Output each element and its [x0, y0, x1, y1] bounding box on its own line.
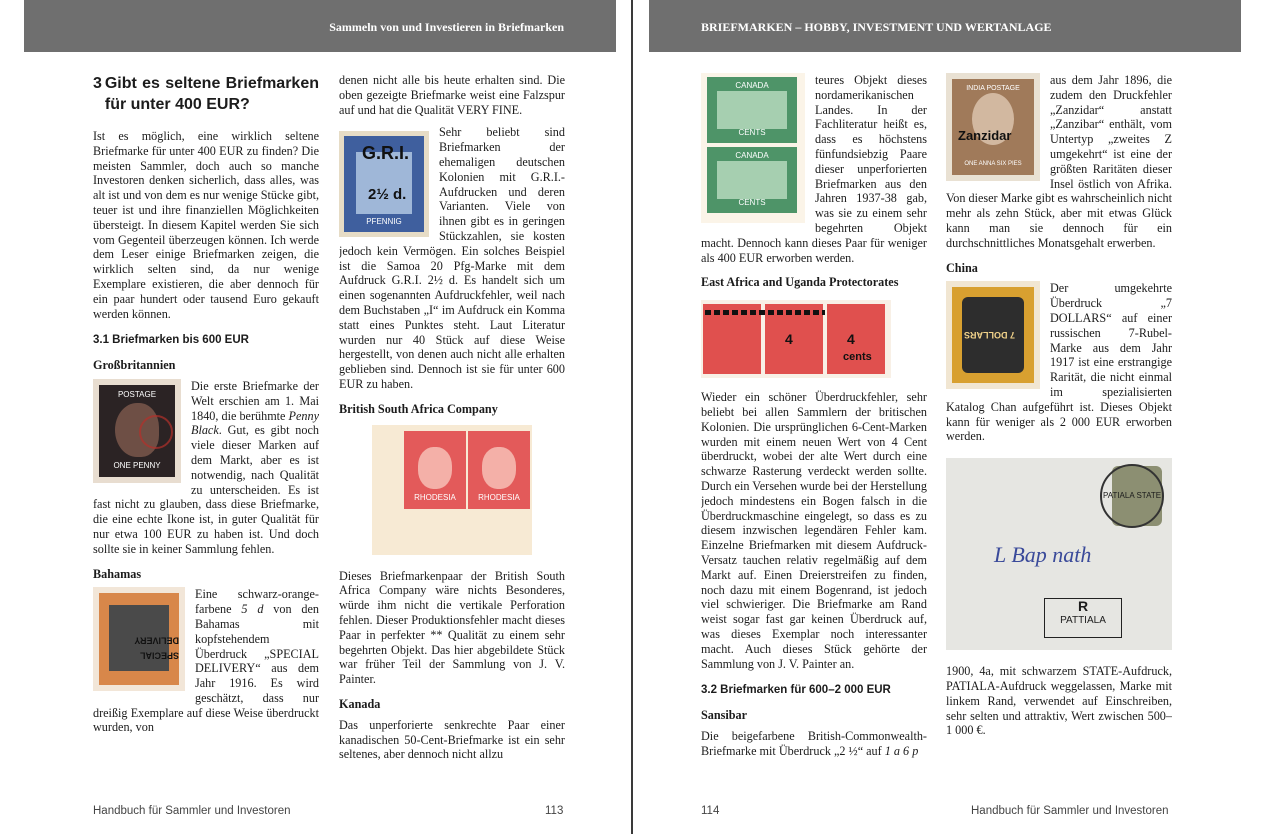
- india-bottom-label: ONE ANNA SIX PIES: [964, 161, 1022, 168]
- left-page-column-2: [339, 73, 565, 785]
- section-heading-3-2: 3.2 Briefmarken für 600–2 000 EUR: [701, 684, 891, 697]
- canada-vignette-1: [717, 91, 787, 129]
- samoa-paragraph: Sehr beliebt sind Briefmarken der ehemaligen deutschen Kolonien mit G.R.I.-Aufdrucken und deren Varianten. Viele von ihnen gibt es in geringen Stückzahlen, sie kosten jedoch kein Vermögen. Ein solches Beispiel ist die Samoa 20 Pfg-Marke mit dem Aufdruck G.R.I. 2½ d. Es handelt sich um einen sogenannten Aufdruckfehler, weil nach dem Buchstaben „I“ im Aufdruck ein Komma statt eines Punktes steht. Laut Literatur wurden nur 40 Stück auf diese Weise hergestellt, von denen auch nicht alle erhalten geblieben sind. Dennoch ist sie für unter 600 EUR zu haben.: [339, 125, 565, 391]
- india-top-label: INDIA POSTAGE: [966, 85, 1020, 92]
- china-overprint: 7 DOLLARS: [964, 330, 1016, 341]
- left-page-column-1: [93, 73, 319, 785]
- right-page-column-1: [701, 73, 927, 785]
- eau-strip-image: [701, 300, 891, 378]
- page-number-left: 113: [545, 805, 564, 817]
- gb-text-b: . Gut, es gibt noch viele dieser Marken auf dem Markt, aber es ist notwendig, nach Qualität zu unterscheiden. Es ist fast nicht zu glauben, dass diese Briefmarke, die eine echte Ikone ist, in guter Qualität für nur etwa 100 EUR zu haben ist. Und doch sollte sie in keiner Sammlung fehlen.: [93, 423, 319, 556]
- eau-black-bars: [705, 310, 825, 315]
- bsac-heading: British South Africa Company: [339, 401, 498, 416]
- running-head-right: BRIEFMARKEN – HOBBY, INVESTMENT UND WERTANLAGE: [649, 0, 1241, 52]
- bahamas-overprint: SPECIAL DELIVERY: [134, 636, 179, 661]
- samoa-bottom-label: PFENNIG: [366, 216, 402, 226]
- sansibar-text-italic: 1 a 6 p: [884, 743, 919, 758]
- gb-text-a: Die erste Briefmarke der Welt erschien am 1. Mai 1840, die berühmte: [191, 378, 319, 423]
- admiral-portrait-2: [482, 447, 516, 489]
- cancel-mark: [139, 415, 173, 449]
- patiala-caption: 1900, 4a, mit schwarzem STATE-Aufdruck, PATIALA-Aufdruck weggelassen, Marke mit linkem Rand, verwendet auf Einschreiben, sehr selten und attraktiv, Wert zwischen 500–1 000 €.: [946, 664, 1172, 738]
- cover-reg-label: PATTIALA: [1060, 614, 1106, 626]
- gb-heading: Großbritannien: [93, 358, 176, 373]
- book-spine: [631, 0, 633, 834]
- sansibar-text-a: Die beigefarbene British-Commonwealth-Briefmarke mit Überdruck „2 ½“ auf: [701, 728, 927, 758]
- rhodesia-stamp-2: [468, 431, 530, 509]
- eau-value-2: 4: [785, 331, 793, 348]
- footer-title-right: Handbuch für Sammler und Investoren: [971, 805, 1169, 817]
- cover-registration-box: [1044, 598, 1122, 638]
- eau-cents: cents: [843, 351, 872, 364]
- eau-stamp-3: [827, 304, 885, 374]
- zanzibar-paragraph: aus dem Jahr 1896, die zudem den Druckfehler „Zanzidar“ anstatt „Zanzibar“ enthält, vom Untertyp „zweites Z umgekehrt“ ist eine der größten Raritäten dieser Insel östlich von Afrika. Von dieser Marke gibt es wahrscheinlich nicht mehr als zehn Stück, aber mit etwas Glück kann man sie dennoch für ein durchschnittliches Monatsgehalt erwerben.: [946, 73, 1172, 250]
- eau-value-3: 4: [847, 331, 855, 348]
- canada-stamp-2: [707, 147, 797, 213]
- sansibar-heading: Sansibar: [701, 708, 748, 723]
- kanada-paragraph-start: Das unperforierte senkrechte Paar einer kanadischen 50-Cent-Briefmarke ist ein sehr seltenes, aber dennoch nicht allzu: [339, 717, 565, 762]
- penny-black-stamp-image: [93, 379, 181, 483]
- canada-pair-image: [701, 73, 805, 223]
- cover-postmark: PATIALA STATE: [1100, 464, 1164, 528]
- bsac-paragraph: Dieses Briefmarkenpaar der British South Africa Company wäre nichts Besonderes, würde ihm nicht die vertikale Perforation fehlen. Dieser Produktionsfehler macht dieses Paar in perfekter ** Qualität zu einem sehr begehrten Objekt. Das hier abgebildete Stück war früher Teil der Sammlung von J. V. Painter.: [339, 568, 565, 687]
- bahamas-text-a: Eine schwarz-orange-farbene: [195, 587, 319, 617]
- intro-paragraph: Ist es möglich, eine wirklich seltene Briefmarke für unter 400 EUR zu finden? Die meisten Sammler, doch auch so manche Investoren denken sicherlich, dass alles, was alt ist und von dem es nur wenige Stücke gibt, teuer ist und ihre finanziellen Möglichkeiten übersteigt. In diesem Kapitel werden Sie sich vom Gegenteil überzeugen können. Ich werde dem Leser einige Briefmarken zeigen, die wirklich selten sind, da nur wenige Exemplare existieren, die aber dennoch für ein paar hundert oder tausend Euro gekauft werden können.: [93, 129, 319, 321]
- samoa-overprint: G.R.I.: [362, 143, 410, 164]
- penny-bottom-label: ONE PENNY: [113, 461, 161, 471]
- zanzibar-stamp-image: [946, 73, 1040, 181]
- eau-heading: East Africa and Uganda Protectorates: [701, 275, 899, 290]
- kanada-paragraph-cont: teures Objekt dieses nordamerikanischen Landes. In der Fachliteratur heißt es, dass es höchstens fünfundsiebzig Paare dieser unperforierten Briefmarken aus den Jahren 1937-38 gab, was sie zu einem sehr begehrten Objekt macht. Dennoch kann dieses Paar für weniger als 400 EUR erworben werden.: [701, 73, 927, 265]
- kanada-heading: Kanada: [339, 696, 381, 711]
- eau-paragraph: Wieder ein schöner Überdruckfehler, sehr beliebt bei allen Sammlern der britischen Kolonien. Die ursprünglichen 6-Cent-Marken wurden mit einem neuen Wert von 4 Cent überdruckt, wobei der alte Wert durch eine schwarze Rasterung verdeckt werden sollte. Durch ein Versehen wurde bei der Herstellung jedoch mindestens ein Bogen falsch in die Überdruckmaschine eingelegt, so dass es zu diesem inzwischen legendären Fehler kam. Einzelne Briefmarken mit diesem Aufdruck-Versatz tauchen relativ regelmäßig auf dem Markt auf. Einen Dreierstreifen zu finden, noch dazu mit einem Bogenrand, ist jedoch viel schwieriger. Die Briefmarke am Rand weist sogar fast gar keinen Überdruck auf, was dieses Exemplar noch interessanter macht. Auch dieses Stück gehörte der Sammlung von J. V. Painter an.: [701, 390, 927, 671]
- bahamas-stamp-image: [93, 587, 185, 691]
- cover-address: L Bap nath: [994, 542, 1092, 568]
- samoa-stamp-image: [339, 131, 429, 237]
- canada-top-1: CANADA: [735, 81, 769, 90]
- chapter-heading: [93, 73, 319, 115]
- rhodesia-label-2: RHODESIA: [478, 492, 520, 502]
- bahamas-text-italic: 5 d: [241, 602, 264, 617]
- canada-vignette-2: [717, 161, 787, 199]
- rhodesia-label-1: RHODESIA: [414, 492, 456, 502]
- chapter-number: 3: [93, 75, 102, 92]
- patiala-cover-image: [946, 458, 1172, 650]
- samoa-value: 2½ d.: [368, 186, 407, 204]
- canada-bottom-2: CENTS: [738, 198, 766, 208]
- cover-reg-letter: R: [1077, 598, 1089, 615]
- canada-top-2: CANADA: [735, 151, 769, 160]
- bahamas-paragraph-cont: denen nicht alle bis heute erhalten sind. Die oben gezeigte Briefmarke weist eine Falzspur auf und hat die Qualität VERY FINE.: [339, 73, 565, 117]
- gb-text-italic: Penny Black: [191, 408, 319, 438]
- china-stamp-image: [946, 281, 1040, 389]
- footer-title-left: Handbuch für Sammler und Investoren: [93, 805, 291, 817]
- admiral-portrait: [418, 447, 452, 489]
- penny-top-label: POSTAGE: [117, 389, 157, 399]
- running-head-left: Sammeln von und Investieren in Briefmarken: [24, 0, 616, 52]
- rhodesia-stamp-1: [404, 431, 466, 509]
- section-heading-3-1: 3.1 Briefmarken bis 600 EUR: [93, 334, 249, 347]
- china-heading: China: [946, 260, 978, 275]
- china-paragraph: Der umgekehrte Überdruck „7 DOLLARS“ auf einer russischen 7-Rubel-Marke aus dem Jahr 1917 ist eine erstrangige Rarität, die nicht einmal im spezialisierten Katalog Chan aufgeführt ist. Dieses Objekt kann für weniger als 2 000 EUR erworben werden.: [946, 281, 1172, 444]
- bahamas-heading: Bahamas: [93, 566, 142, 581]
- canada-stamp-1: [707, 77, 797, 143]
- right-page-column-2: [946, 73, 1172, 785]
- chapter-title: Gibt es seltene Briefmarken für unter 400 EUR?: [104, 75, 319, 113]
- sansibar-paragraph: [701, 729, 927, 759]
- rhodesia-pair-image: [372, 425, 532, 555]
- bahamas-text-b: von den Bahamas mit kopfstehendem Überdruck „SPECIAL DELIVERY“ aus dem Jahr 1916. Es wird geschätzt, dass nur dreißig Exemplare auf diese Weise überdruckt wurden, von: [93, 602, 319, 735]
- page-number-right: 114: [701, 805, 720, 817]
- canada-bottom-1: CENTS: [738, 128, 766, 138]
- zanzibar-overprint: Zanzidar: [958, 128, 1012, 143]
